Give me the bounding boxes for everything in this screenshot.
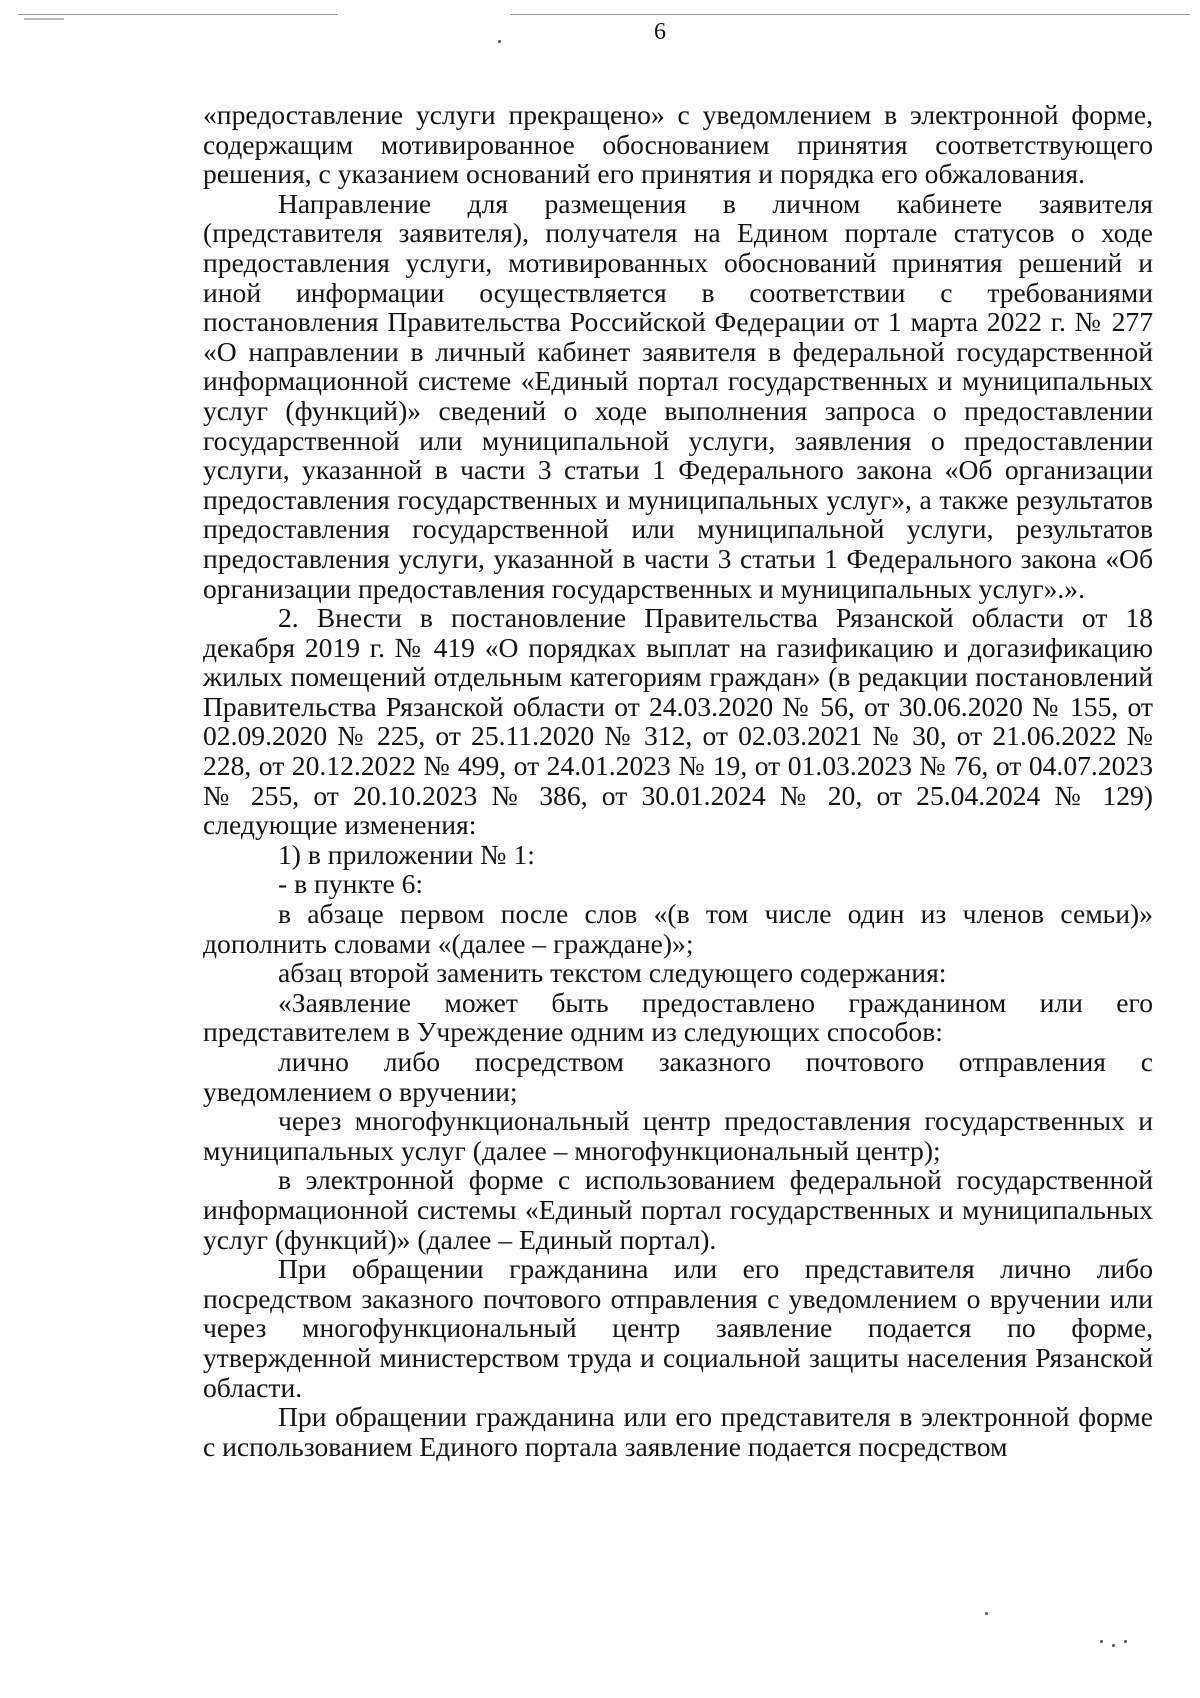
paragraph-application-methods: «Заявление может быть предоставлено гражданином или его представителем в Учреждение одним из следующих способов:	[203, 986, 1153, 1048]
paragraph-method-personal: лично либо посредством заказного почтового отправления с уведомлением о вручении;	[203, 1046, 1153, 1107]
paragraph-paper-form: При обращении гражданина или его представителя лично либо посредством заказного почтового отправления с уведомлением о вручении или через многофункциональный центр заявление подается по форме, утвержденной министерством труда и социальной защиты населения Рязанской области.	[203, 1253, 1153, 1403]
paragraph-first-abzac: в абзаце первом после слов «(в том числе один из членов семьи)» дополнить словами «(далее – граждане)»;	[203, 898, 1153, 959]
paragraph-continuation: «предоставление услуги прекращено» с уведомлением в электронной форме, содержащим мотивированное обоснованием принятия соответствующего решения, с указанием оснований его принятия и порядка его обжалования.	[203, 99, 1153, 190]
document-body	[203, 100, 1153, 1461]
scan-speck	[1100, 1640, 1103, 1643]
scan-edge-right	[510, 14, 1190, 15]
paragraph-item-2: 2. Внести в постановление Правительства Рязанской области от 18 декабря 2019 г. № 419 «О порядках выплат на газификацию и догазификацию жилых помещений отдельным категориям граждан» (в редакции постановлений Правительства Рязанской области от 24.03.2020 № 56, от 30.06.2020 № 155, от 02.09.2020 № 225, от 25.11.2020 № 312, от 02.03.2021 № 30, от 21.06.2022 № 228, от 20.12.2022 № 499, от 24.01.2023 № 19, от 01.03.2023 № 76, от 04.07.2023 № 255, от 20.10.2023 № 386, от 30.01.2024 № 20, от 25.04.2024 № 129) следующие изменения:	[203, 602, 1153, 841]
scan-speck	[498, 40, 501, 43]
paragraph-electronic-form: При обращении гражданина или его представителя в электронной форме с использованием Единого портала заявление подается посредством	[203, 1401, 1153, 1462]
scan-speck	[1124, 1640, 1127, 1643]
paragraph-method-mfc: через многофункциональный центр предоставления государственных и муниципальных услуг (далее – многофункциональный центр);	[203, 1105, 1153, 1166]
scan-speck	[1112, 1644, 1115, 1647]
paragraph-point-6: - в пункте 6:	[278, 868, 424, 900]
paragraph-lk-direction: Направление для размещения в личном кабинете заявителя (представителя заявителя), получателя на Едином портале статусов о ходе предоставления услуги, мотивированных обоснований принятия решений и иной информации осуществляется в соответствии с требованиями постановления Правительства Российской Федерации от 1 марта 2022 г. № 277 «О направлении в личный кабинет заявителя в федеральной государственной информационной системе «Единый портал государственных и муниципальных услуг (функций)» сведений о ходе выполнения запроса о предоставлении государственной или муниципальной услуги, заявления о предоставлении услуги, указанной в части 3 статьи 1 Федерального закона «Об организации предоставления государственных и муниципальных услуг», а также результатов предоставления государственной или муниципальной услуги, результатов предоставления услуги, указанной в части 3 статьи 1 Федерального закона «Об организации предоставления государственных и муниципальных услуг».».	[203, 187, 1153, 604]
paragraph-method-electronic: в электронной форме с использованием федеральной государственной информационной системы «Единый портал государственных и муниципальных услуг (функций)» (далее – Единый портал).	[203, 1164, 1153, 1255]
paragraph-subitem-1: 1) в приложении № 1:	[278, 838, 535, 870]
paragraph-second-abzac: абзац второй заменить текстом следующего содержания:	[278, 957, 947, 989]
page-number: 6	[654, 19, 666, 45]
scan-edge-left	[18, 14, 338, 15]
scan-speck	[985, 1612, 988, 1615]
